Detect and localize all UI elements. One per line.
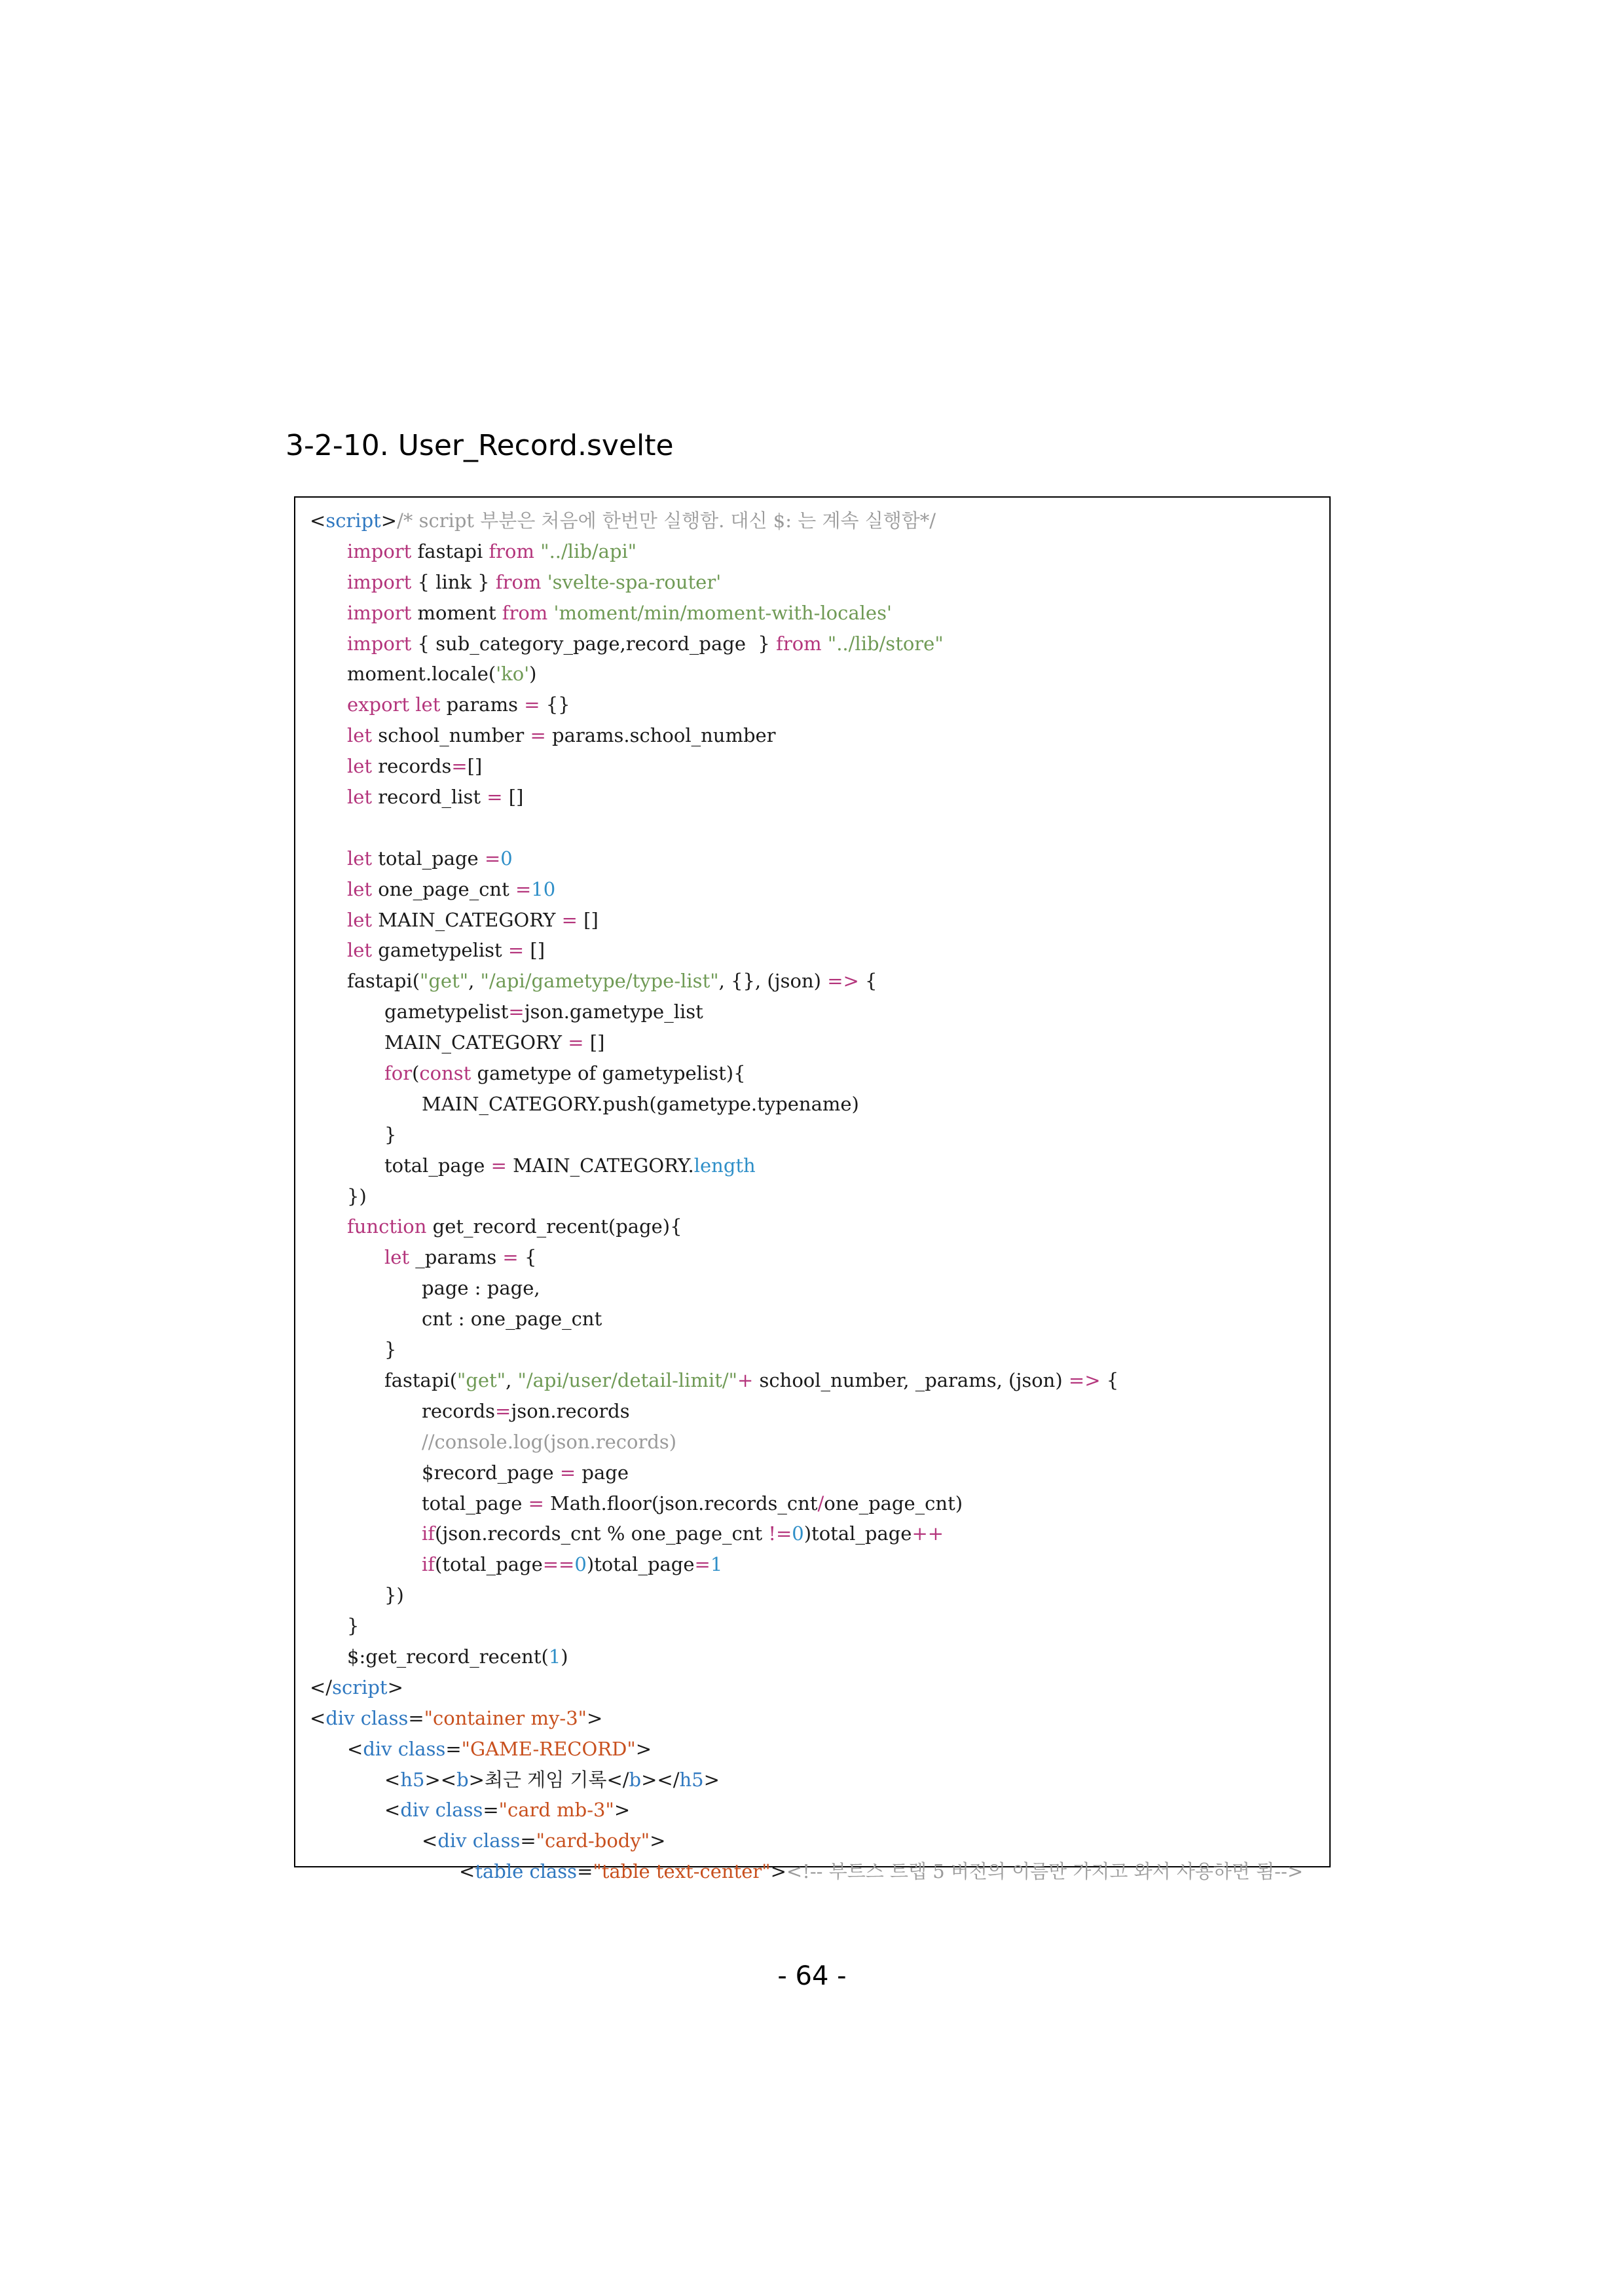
code-token: =	[507, 939, 525, 962]
code-token: div	[363, 1737, 392, 1760]
code-token: let	[384, 1246, 410, 1269]
code-token: from	[495, 570, 542, 593]
code-token: "/api/gametype/type-list"	[480, 970, 719, 993]
code-token: let	[347, 939, 373, 962]
code-token: function	[347, 1215, 427, 1238]
code-token: =>	[827, 970, 859, 993]
code-token: []	[524, 939, 545, 962]
code-token: <	[310, 1706, 326, 1729]
code-token: =	[577, 1860, 593, 1883]
code-token: MAIN_CATEGORY	[384, 1031, 568, 1054]
code-token: =	[495, 1399, 511, 1422]
code-line	[310, 751, 1327, 782]
code-token: fastapi(	[384, 1368, 458, 1391]
code-token: from	[776, 632, 822, 655]
code-line	[310, 1273, 1327, 1304]
code-token: class	[472, 1829, 521, 1852]
code-listing	[294, 496, 1331, 1883]
code-token: =	[568, 1031, 584, 1054]
code-line	[310, 1856, 1327, 1887]
code-line	[310, 1642, 1327, 1672]
code-token: MAIN_CATEGORY.	[506, 1154, 694, 1177]
code-lines	[310, 505, 1327, 1887]
code-line	[310, 720, 1327, 751]
code-token: let	[347, 724, 373, 747]
code-token: script	[332, 1676, 388, 1698]
code-token: { link }	[411, 570, 496, 593]
code-line	[310, 1488, 1327, 1519]
code-token	[355, 1707, 361, 1729]
code-token: class	[397, 1737, 446, 1760]
code-token: from	[502, 601, 548, 624]
code-token: class	[529, 1860, 578, 1883]
code-token: , {}, (json)	[718, 970, 828, 993]
code-line	[310, 1181, 1327, 1212]
code-token: json.records	[511, 1399, 630, 1422]
code-token: class	[360, 1706, 409, 1729]
code-line	[310, 1765, 1327, 1795]
code-line	[310, 1549, 1327, 1580]
code-token: <!-- 부트스 트랩 5 버전의 이름만 가지고 와서 사용하면 됨-->	[786, 1860, 1304, 1883]
page-number: - 64 -	[777, 1961, 847, 1991]
code-token: {}	[540, 693, 570, 716]
code-token	[547, 602, 553, 624]
code-token: "get"	[420, 970, 469, 993]
code-token: )total_page	[586, 1553, 695, 1576]
code-token: const	[419, 1062, 471, 1085]
code-token: fastapi(	[347, 970, 420, 993]
code-token: "table text-center"	[593, 1860, 771, 1883]
code-token: 'svelte-spa-router'	[547, 570, 722, 593]
code-line	[310, 1334, 1327, 1365]
code-line	[310, 536, 1327, 567]
code-line	[310, 813, 1327, 843]
code-token: >	[703, 1768, 720, 1791]
code-line	[310, 1795, 1327, 1826]
code-line	[310, 1427, 1327, 1458]
code-token: +	[737, 1368, 754, 1391]
code-token: records	[422, 1399, 496, 1422]
section-title: 3-2-10. User_Record.svelte	[286, 429, 674, 462]
code-token: =	[451, 755, 468, 778]
code-token: 0	[500, 847, 513, 870]
code-token: =	[490, 1154, 507, 1177]
code-token	[430, 1799, 435, 1821]
code-token: ,	[468, 970, 481, 993]
code-token: =	[502, 1246, 519, 1269]
code-line	[310, 629, 1327, 659]
code-token: length	[693, 1154, 756, 1177]
code-token: ==	[542, 1553, 575, 1576]
code-token: page : page,	[422, 1277, 540, 1300]
code-token	[541, 571, 547, 593]
code-line	[310, 966, 1327, 997]
code-token: ++	[912, 1522, 944, 1545]
code-token: for	[384, 1062, 413, 1085]
code-token: =	[487, 786, 503, 809]
code-token: let	[347, 786, 373, 809]
code-token: records	[372, 755, 452, 778]
code-line	[310, 1611, 1327, 1642]
code-token: page	[576, 1461, 629, 1484]
code-token: )total_page	[803, 1522, 912, 1545]
code-token: b	[629, 1768, 642, 1791]
code-token: >	[650, 1829, 666, 1852]
code-token: record_list	[372, 786, 487, 809]
code-token: fastapi	[411, 540, 489, 562]
code-token: script	[325, 509, 381, 532]
code-token: <	[347, 1737, 363, 1760]
code-token: ,	[506, 1368, 518, 1391]
code-token: =	[515, 877, 532, 900]
code-token: "GAME-RECORD"	[461, 1737, 636, 1760]
code-token: })	[384, 1584, 404, 1607]
code-line	[310, 1703, 1327, 1734]
code-token: 0	[574, 1553, 587, 1576]
code-token: }	[347, 1615, 360, 1638]
code-token: !=	[768, 1522, 792, 1545]
code-token: (json.records_cnt % one_page_cnt	[435, 1522, 769, 1545]
code-token	[534, 540, 540, 562]
code-token: =	[530, 724, 546, 747]
code-token: cnt : one_page_cnt	[422, 1308, 602, 1331]
code-token: >	[635, 1737, 652, 1760]
code-token: let	[347, 908, 373, 931]
code-token: "../lib/store"	[827, 632, 944, 655]
code-token: {	[858, 970, 877, 993]
code-token: <	[459, 1860, 475, 1883]
code-line	[310, 1365, 1327, 1396]
code-line	[310, 1089, 1327, 1120]
code-token: =	[483, 1799, 499, 1822]
code-token: 0	[792, 1522, 804, 1545]
code-token: export	[347, 693, 410, 716]
code-line	[310, 843, 1327, 874]
code-token: table	[475, 1860, 524, 1883]
code-line	[310, 1458, 1327, 1488]
code-token: <	[384, 1768, 401, 1791]
code-line	[310, 1150, 1327, 1181]
code-token: $record_page	[422, 1461, 560, 1484]
code-token: div	[400, 1799, 430, 1822]
code-line	[310, 1734, 1327, 1765]
code-token: let	[347, 755, 373, 778]
code-token: <	[422, 1829, 438, 1852]
code-line	[310, 598, 1327, 629]
code-token: "/api/user/detail-limit/"	[517, 1368, 737, 1391]
code-token: if	[422, 1553, 435, 1576]
code-token: 1	[548, 1645, 561, 1668]
code-token: =	[528, 1492, 544, 1515]
code-token: json.gametype_list	[524, 1001, 703, 1023]
code-token: one_page_cnt)	[824, 1492, 963, 1515]
code-token: =	[484, 847, 501, 870]
code-token: total_page	[384, 1154, 491, 1177]
code-token	[392, 1738, 398, 1760]
code-token: class	[435, 1799, 483, 1822]
code-line	[310, 997, 1327, 1027]
code-line	[310, 505, 1327, 536]
code-token: []	[577, 908, 599, 931]
code-token: gametypelist	[384, 1001, 509, 1023]
code-token: {	[518, 1246, 537, 1269]
code-token	[467, 1829, 473, 1852]
code-token: if	[422, 1522, 435, 1545]
code-token: )	[561, 1645, 568, 1668]
code-token	[409, 693, 415, 716]
code-line	[310, 874, 1327, 905]
code-token: _params	[409, 1246, 503, 1269]
code-token: { sub_category_page,record_page }	[411, 632, 777, 655]
code-token: gametype of gametypelist){	[471, 1062, 746, 1085]
code-line	[310, 1211, 1327, 1242]
code-token: school_number	[372, 724, 530, 747]
code-token: import	[347, 601, 412, 624]
code-token: <	[384, 1799, 401, 1822]
code-line	[310, 1672, 1327, 1703]
code-token: div	[325, 1706, 355, 1729]
code-token: import	[347, 570, 412, 593]
code-token: $:get_record_recent(	[347, 1645, 549, 1668]
code-token: h5	[679, 1768, 704, 1791]
code-token: =	[508, 1001, 525, 1023]
code-token: =	[524, 693, 540, 716]
code-token: >	[380, 509, 397, 532]
code-token: =>	[1068, 1368, 1101, 1391]
code-line	[310, 1120, 1327, 1150]
code-line	[310, 1396, 1327, 1427]
code-token: moment.locale(	[347, 663, 496, 686]
code-token: /	[817, 1492, 824, 1515]
code-token: get_record_recent(page){	[426, 1215, 682, 1238]
code-token: =	[408, 1706, 424, 1729]
code-token: (total_page	[435, 1553, 543, 1576]
code-line	[310, 1027, 1327, 1058]
code-token: school_number, _params, (json)	[753, 1368, 1069, 1391]
code-token: from	[489, 540, 535, 562]
code-line	[310, 905, 1327, 936]
code-token: )	[529, 663, 537, 686]
code-token: gametypelist	[372, 939, 508, 962]
code-token: "../lib/api"	[540, 540, 637, 562]
code-line	[310, 782, 1327, 813]
code-token: MAIN_CATEGORY.push(gametype.typename)	[422, 1092, 859, 1115]
code-token: 'ko'	[496, 663, 530, 686]
code-token: let	[347, 877, 373, 900]
code-token: >최근 게임 기록</	[468, 1768, 629, 1791]
code-token: =	[445, 1737, 462, 1760]
code-token: let	[347, 847, 373, 870]
code-token: >	[586, 1706, 603, 1729]
code-token: "get"	[457, 1368, 506, 1391]
code-line	[310, 1518, 1327, 1549]
code-line	[310, 1058, 1327, 1089]
code-token: []	[467, 755, 483, 778]
code-token: 10	[531, 877, 556, 900]
code-token: one_page_cnt	[372, 877, 515, 900]
code-line	[310, 567, 1327, 598]
code-token: moment	[411, 601, 502, 624]
code-line	[310, 1580, 1327, 1611]
code-token: (	[412, 1062, 420, 1085]
code-token: =	[520, 1829, 536, 1852]
code-token: })	[347, 1184, 367, 1207]
code-token: 1	[710, 1553, 723, 1576]
code-token: >	[770, 1860, 786, 1883]
code-token: params	[440, 693, 525, 716]
code-token: []	[583, 1031, 605, 1054]
code-token: //console.log(json.records)	[422, 1430, 677, 1453]
code-token: Math.floor(json.records_cnt	[544, 1492, 818, 1515]
code-line	[310, 1242, 1327, 1273]
code-line	[310, 935, 1327, 966]
code-token: import	[347, 540, 412, 562]
code-token: }	[384, 1338, 397, 1361]
code-token: total_page	[422, 1492, 528, 1515]
code-token: =	[694, 1553, 710, 1576]
code-token: ><	[424, 1768, 457, 1791]
code-token: {	[1100, 1368, 1119, 1391]
code-token: b	[456, 1768, 469, 1791]
code-token: >	[614, 1799, 631, 1822]
code-token: import	[347, 632, 412, 655]
code-token: >	[387, 1676, 403, 1698]
code-token: <	[310, 509, 326, 532]
code-token: let	[415, 693, 441, 716]
code-token: }	[384, 1123, 397, 1146]
code-token: total_page	[372, 847, 485, 870]
code-token: []	[502, 786, 524, 809]
code-line	[310, 1304, 1327, 1334]
code-token	[822, 633, 828, 655]
code-line	[310, 659, 1327, 689]
code-token: 'moment/min/moment-with-locales'	[553, 601, 892, 624]
code-token: /* script 부분은 처음에 한번만 실행함. 대신 $: 는 계속 실행함*/	[397, 509, 936, 532]
code-token: ></	[641, 1768, 680, 1791]
code-token: "container my-3"	[424, 1706, 587, 1729]
code-line	[310, 689, 1327, 720]
code-token: "card mb-3"	[498, 1799, 614, 1822]
code-token: params.school_number	[545, 724, 776, 747]
code-token: div	[437, 1829, 467, 1852]
code-token: </	[310, 1676, 333, 1698]
code-token: MAIN_CATEGORY	[372, 908, 562, 931]
code-token: "card-body"	[536, 1829, 650, 1852]
code-line	[310, 1826, 1327, 1856]
code-token: =	[559, 1461, 576, 1484]
code-token: h5	[400, 1768, 425, 1791]
code-token: =	[561, 908, 578, 931]
